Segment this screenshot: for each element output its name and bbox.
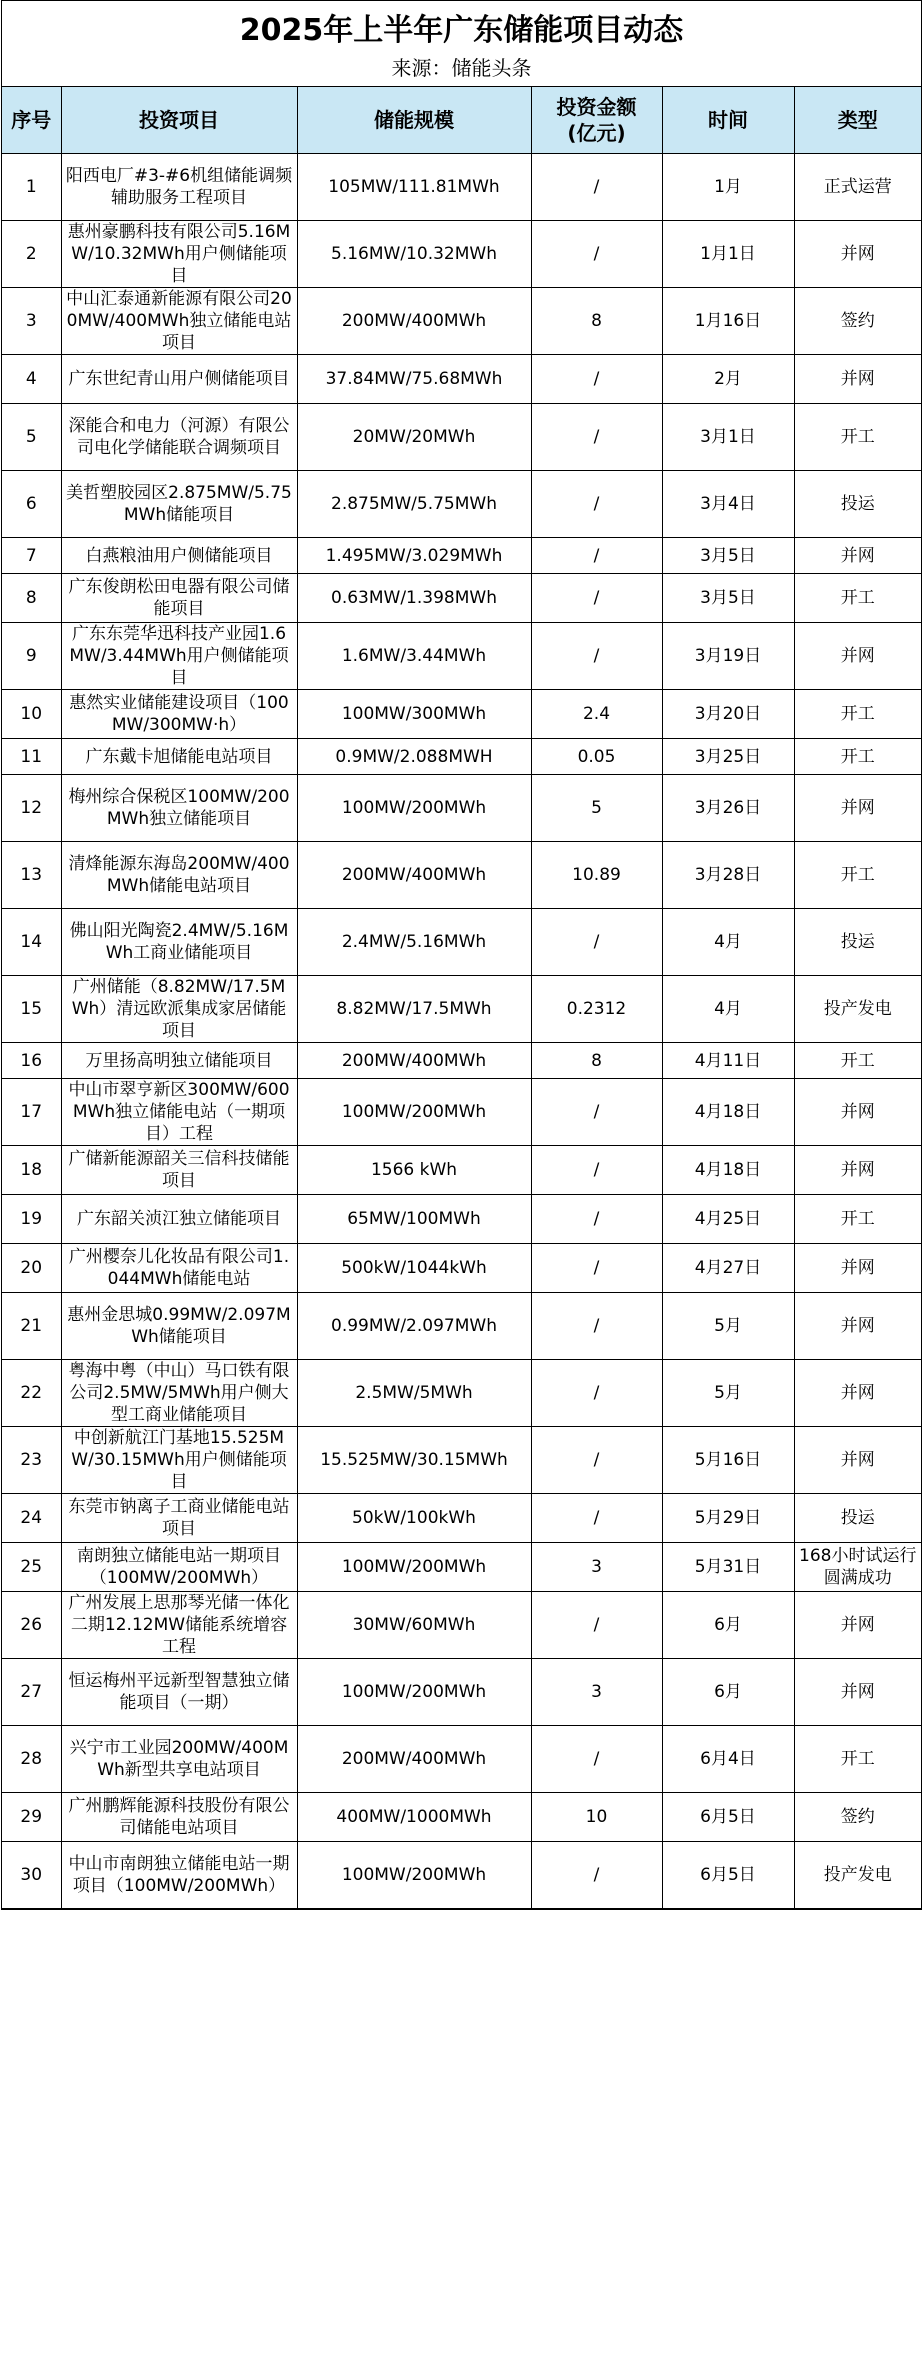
investment-amount: / [531,154,662,221]
row-time: 5月 [662,1293,794,1360]
table-row [2,976,921,1043]
project-name: 东莞市钠离子工商业储能电站项目 [61,1494,297,1543]
table-row [2,154,921,221]
row-time: 5月 [662,1360,794,1427]
row-type: 并网 [794,355,921,404]
investment-amount: 0.2312 [531,976,662,1043]
row-type: 并网 [794,775,921,842]
row-type: 并网 [794,1244,921,1293]
storage-scale: 400MW/1000MWh [297,1793,531,1842]
row-time: 3月28日 [662,842,794,909]
row-time: 5月29日 [662,1494,794,1543]
row-number: 1 [2,154,61,221]
row-time: 1月1日 [662,221,794,288]
table-row [2,1842,921,1909]
header-project: 投资项目 [61,87,297,154]
row-type: 正式运营 [794,154,921,221]
table-row [2,1793,921,1842]
row-time: 5月16日 [662,1427,794,1494]
row-time: 3月25日 [662,739,794,775]
table-row [2,1360,921,1427]
storage-scale: 100MW/200MWh [297,1543,531,1592]
table-body [2,154,921,1909]
row-time: 4月11日 [662,1043,794,1079]
row-time: 4月 [662,909,794,976]
row-number: 30 [2,1842,61,1909]
investment-amount: / [531,1293,662,1360]
row-number: 24 [2,1494,61,1543]
project-name: 广东韶关浈江独立储能项目 [61,1195,297,1244]
table-row [2,1043,921,1079]
row-number: 12 [2,775,61,842]
storage-scale: 100MW/200MWh [297,775,531,842]
investment-amount: 3 [531,1543,662,1592]
table-row [2,471,921,538]
table-row [2,1659,921,1726]
row-type: 开工 [794,1195,921,1244]
investment-amount: 5 [531,775,662,842]
storage-scale: 37.84MW/75.68MWh [297,355,531,404]
project-name: 阳西电厂#3-#6机组储能调频辅助服务工程项目 [61,154,297,221]
project-name: 广州鹏辉能源科技股份有限公司储能电站项目 [61,1793,297,1842]
storage-scale: 1.495MW/3.029MWh [297,538,531,574]
table-row [2,221,921,288]
project-name: 粤海中粤（中山）马口铁有限公司2.5MW/5MWh用户侧大型工商业储能项目 [61,1360,297,1427]
storage-scale: 0.9MW/2.088MWH [297,739,531,775]
investment-amount: / [531,471,662,538]
table-row [2,404,921,471]
row-type: 并网 [794,1659,921,1726]
project-name: 广东俊朗松田电器有限公司储能项目 [61,574,297,623]
row-time: 3月4日 [662,471,794,538]
row-time: 3月5日 [662,538,794,574]
project-name: 惠州豪鹏科技有限公司5.16MW/10.32MWh用户侧储能项目 [61,221,297,288]
row-number: 4 [2,355,61,404]
investment-amount: / [531,355,662,404]
row-type: 并网 [794,1592,921,1659]
project-name: 广州樱奈儿化妆品有限公司1.044MWh储能电站 [61,1244,297,1293]
project-name: 白燕粮油用户侧储能项目 [61,538,297,574]
project-name: 中创新航江门基地15.525MW/30.15MWh用户侧储能项目 [61,1427,297,1494]
project-name: 梅州综合保税区100MW/200MWh独立储能项目 [61,775,297,842]
row-type: 开工 [794,739,921,775]
project-name: 万里扬高明独立储能项目 [61,1043,297,1079]
row-type: 投产发电 [794,1842,921,1909]
storage-scale: 200MW/400MWh [297,288,531,355]
header-no: 序号 [2,87,61,154]
investment-amount: 0.05 [531,739,662,775]
header-time: 时间 [662,87,794,154]
row-time: 6月5日 [662,1842,794,1909]
investment-amount: 8 [531,1043,662,1079]
row-number: 27 [2,1659,61,1726]
row-type: 并网 [794,1079,921,1146]
project-name: 中山汇泰通新能源有限公司200MW/400MWh独立储能电站项目 [61,288,297,355]
storage-scale: 1566 kWh [297,1146,531,1195]
header-amount: 投资金额 (亿元) [531,87,662,154]
table-row [2,574,921,623]
storage-scale: 50kW/100kWh [297,1494,531,1543]
row-time: 3月5日 [662,574,794,623]
storage-scale: 200MW/400MWh [297,842,531,909]
row-time: 6月 [662,1592,794,1659]
storage-scale: 200MW/400MWh [297,1043,531,1079]
row-type: 并网 [794,1360,921,1427]
investment-amount: / [531,1842,662,1909]
row-number: 23 [2,1427,61,1494]
project-name: 广东戴卡旭储能电站项目 [61,739,297,775]
table-row [2,739,921,775]
table-row [2,775,921,842]
row-number: 20 [2,1244,61,1293]
row-number: 29 [2,1793,61,1842]
investment-amount: / [531,1726,662,1793]
row-type: 投产发电 [794,976,921,1043]
investment-amount: 10.89 [531,842,662,909]
row-number: 25 [2,1543,61,1592]
storage-scale: 1.6MW/3.44MWh [297,623,531,690]
row-time: 1月16日 [662,288,794,355]
row-number: 22 [2,1360,61,1427]
row-number: 10 [2,690,61,739]
row-number: 3 [2,288,61,355]
row-time: 4月 [662,976,794,1043]
row-type: 开工 [794,690,921,739]
source-line: 来源：储能头条 [391,56,532,80]
table-row [2,538,921,574]
row-number: 2 [2,221,61,288]
project-name: 惠然实业储能建设项目（100MW/300MW·h） [61,690,297,739]
storage-scale: 100MW/200MWh [297,1079,531,1146]
table-row [2,355,921,404]
row-type: 签约 [794,288,921,355]
row-type: 投运 [794,909,921,976]
table-row [2,842,921,909]
table-row [2,1146,921,1195]
row-time: 4月25日 [662,1195,794,1244]
storage-scale: 100MW/200MWh [297,1842,531,1909]
row-time: 6月 [662,1659,794,1726]
row-type: 投运 [794,1494,921,1543]
row-number: 26 [2,1592,61,1659]
investment-amount: / [531,404,662,471]
row-time: 4月18日 [662,1079,794,1146]
row-type: 开工 [794,1043,921,1079]
row-number: 17 [2,1079,61,1146]
row-type: 并网 [794,1146,921,1195]
storage-scale: 2.875MW/5.75MWh [297,471,531,538]
table-row [2,1244,921,1293]
row-type: 并网 [794,623,921,690]
project-name: 广州发展上思那琴光储一体化二期12.12MW储能系统增容工程 [61,1592,297,1659]
storage-scale: 2.4MW/5.16MWh [297,909,531,976]
storage-scale: 20MW/20MWh [297,404,531,471]
row-type: 投运 [794,471,921,538]
row-time: 5月31日 [662,1543,794,1592]
page-title: 2025年上半年广东储能项目动态 [239,13,684,48]
document-page [1,0,922,1910]
investment-amount: / [531,623,662,690]
project-name: 惠州金思城0.99MW/2.097MWh储能项目 [61,1293,297,1360]
table-row [2,1592,921,1659]
storage-scale: 0.63MW/1.398MWh [297,574,531,623]
table-row [2,1543,921,1592]
investment-amount: 8 [531,288,662,355]
project-name: 南朗独立储能电站一期项目（100MW/200MWh） [61,1543,297,1592]
investment-amount: / [531,1494,662,1543]
row-type: 开工 [794,574,921,623]
row-type: 并网 [794,221,921,288]
row-type: 签约 [794,1793,921,1842]
row-number: 18 [2,1146,61,1195]
table-row [2,1427,921,1494]
table-row [2,623,921,690]
row-time: 4月27日 [662,1244,794,1293]
storage-scale: 5.16MW/10.32MWh [297,221,531,288]
row-number: 5 [2,404,61,471]
row-number: 7 [2,538,61,574]
investment-amount: / [531,538,662,574]
investment-amount: / [531,1195,662,1244]
investment-amount: / [531,574,662,623]
investment-amount: / [531,1360,662,1427]
row-type: 开工 [794,1726,921,1793]
row-number: 8 [2,574,61,623]
investment-amount: / [531,909,662,976]
row-number: 9 [2,623,61,690]
row-time: 1月 [662,154,794,221]
storage-scale: 100MW/200MWh [297,1659,531,1726]
row-number: 14 [2,909,61,976]
project-name: 中山市翠亨新区300MW/600MWh独立储能电站（一期项目）工程 [61,1079,297,1146]
row-time: 4月18日 [662,1146,794,1195]
investment-amount: 3 [531,1659,662,1726]
investment-amount: / [531,1146,662,1195]
project-name: 深能合和电力（河源）有限公司电化学储能联合调频项目 [61,404,297,471]
project-name: 佛山阳光陶瓷2.4MW/5.16MWh工商业储能项目 [61,909,297,976]
project-name: 美哲塑胶园区2.875MW/5.75MWh储能项目 [61,471,297,538]
row-number: 21 [2,1293,61,1360]
row-number: 13 [2,842,61,909]
row-number: 28 [2,1726,61,1793]
investment-amount: / [531,1244,662,1293]
storage-scale: 100MW/300MWh [297,690,531,739]
row-number: 6 [2,471,61,538]
header-scale: 储能规模 [297,87,531,154]
row-time: 6月5日 [662,1793,794,1842]
project-name: 恒运梅州平远新型智慧独立储能项目（一期） [61,1659,297,1726]
header-type: 类型 [794,87,921,154]
project-name: 兴宁市工业园200MW/400MWh新型共享电站项目 [61,1726,297,1793]
row-type: 开工 [794,404,921,471]
storage-scale: 200MW/400MWh [297,1726,531,1793]
storage-scale: 500kW/1044kWh [297,1244,531,1293]
title-block [2,1,921,87]
table-header-row [2,87,921,154]
row-time: 6月4日 [662,1726,794,1793]
project-name: 广储新能源韶关三信科技储能项目 [61,1146,297,1195]
row-number: 11 [2,739,61,775]
row-time: 3月19日 [662,623,794,690]
table-row [2,288,921,355]
table-row [2,1195,921,1244]
storage-scale: 8.82MW/17.5MWh [297,976,531,1043]
storage-scale: 2.5MW/5MWh [297,1360,531,1427]
project-name: 中山市南朗独立储能电站一期项目（100MW/200MWh） [61,1842,297,1909]
row-type: 并网 [794,1427,921,1494]
investment-amount: / [531,1592,662,1659]
investment-amount: / [531,1427,662,1494]
row-time: 3月20日 [662,690,794,739]
row-type: 开工 [794,842,921,909]
row-number: 19 [2,1195,61,1244]
row-number: 15 [2,976,61,1043]
project-name: 广东东莞华迅科技产业园1.6MW/3.44MWh用户侧储能项目 [61,623,297,690]
storage-scale: 105MW/111.81MWh [297,154,531,221]
project-name: 清烽能源东海岛200MW/400MWh储能电站项目 [61,842,297,909]
table-row [2,909,921,976]
investment-amount: 10 [531,1793,662,1842]
storage-scale: 0.99MW/2.097MWh [297,1293,531,1360]
storage-scale: 15.525MW/30.15MWh [297,1427,531,1494]
row-time: 3月1日 [662,404,794,471]
table-row [2,1494,921,1543]
table-row [2,1726,921,1793]
table-row [2,1079,921,1146]
investment-amount: / [531,221,662,288]
project-name: 广州储能（8.82MW/17.5MWh）清远欧派集成家居储能项目 [61,976,297,1043]
row-time: 2月 [662,355,794,404]
row-time: 3月26日 [662,775,794,842]
row-type: 并网 [794,1293,921,1360]
table-row [2,690,921,739]
investment-amount: / [531,1079,662,1146]
table-row [2,1293,921,1360]
storage-scale: 65MW/100MWh [297,1195,531,1244]
row-type: 168小时试运行圆满成功 [794,1543,921,1592]
investment-amount: 2.4 [531,690,662,739]
project-table [2,87,921,1909]
row-number: 16 [2,1043,61,1079]
row-type: 并网 [794,538,921,574]
project-name: 广东世纪青山用户侧储能项目 [61,355,297,404]
storage-scale: 30MW/60MWh [297,1592,531,1659]
